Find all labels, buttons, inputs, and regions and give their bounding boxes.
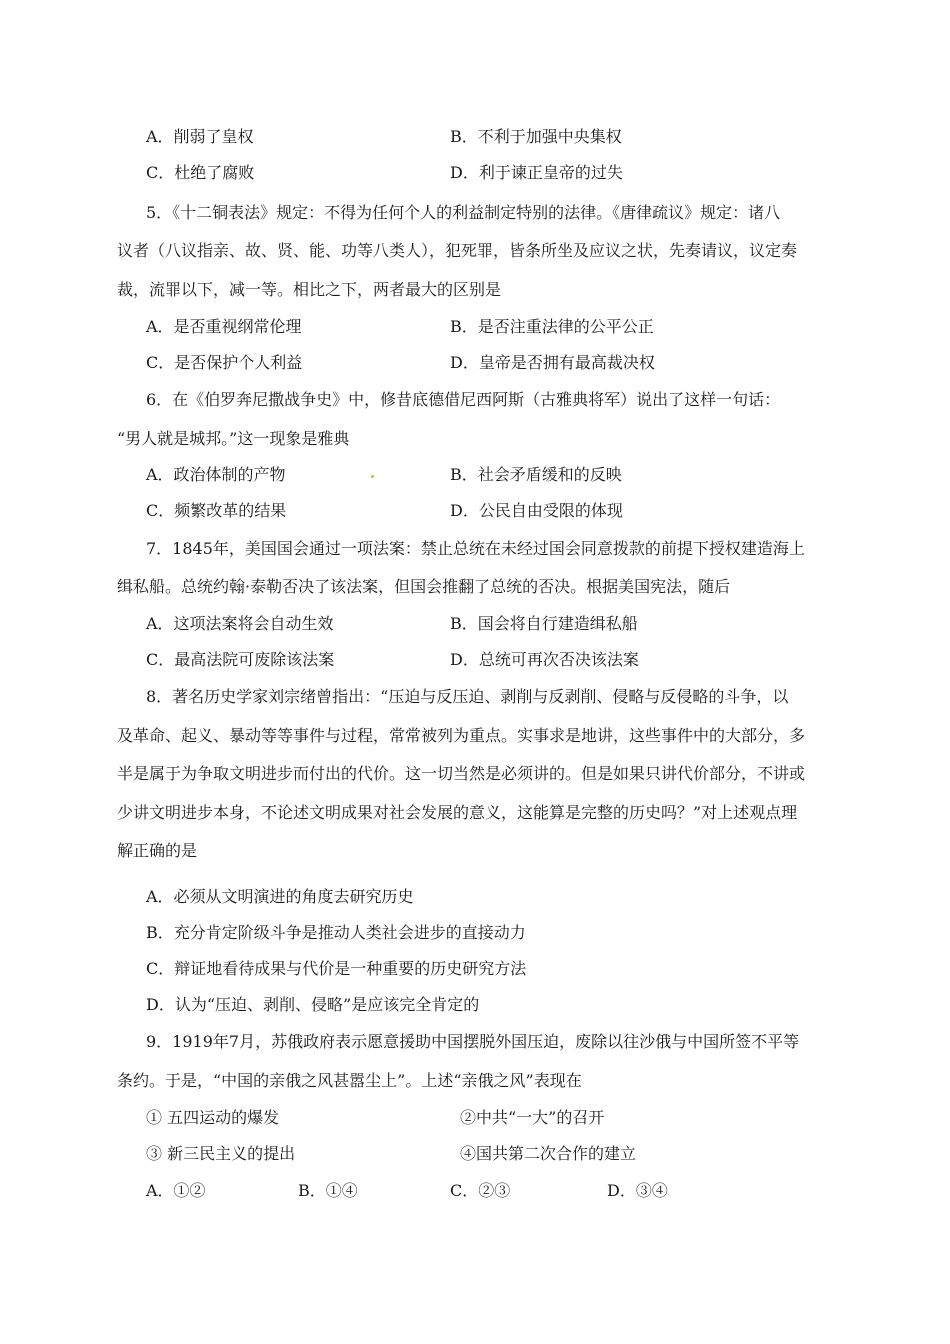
q7-stem-line-2: 缉私船。总统约翰·泰勒否决了该法案，但国会推翻了总统的否决。根据美国宪法，随后 <box>117 577 731 596</box>
q7-option-c: C．最高法院可废除该法案 <box>146 650 335 669</box>
q9-stem-line-1: 9．1919年7月，苏俄政府表示愿意援助中国摆脱外国压迫，废除以往沙俄与中国所签不平等 <box>146 1032 800 1051</box>
q4-option-a: A．削弱了皇权 <box>146 127 254 146</box>
q5-option-c: C．是否保护个人利益 <box>146 353 303 372</box>
q7-option-b: B．国会将自行建造缉私船 <box>450 614 638 633</box>
q9-stem-line-2: 条约。于是，“中国的亲俄之风甚嚣尘上”。上述“亲俄之风”表现在 <box>117 1071 582 1090</box>
q8-stem-line-1: 8．著名历史学家刘宗绪曾指出：“压迫与反压迫、剥削与反剥削、侵略与反侵略的斗争，以 <box>146 687 789 706</box>
q9-item-3: ③ 新三民主义的提出 <box>146 1144 296 1163</box>
q8-option-c: C．辩证地看待成果与代价是一种重要的历史研究方法 <box>146 959 527 978</box>
q5-stem-line-1: 5．《十二铜表法》规定：不得为任何个人的利益制定特别的法律。《唐律疏议》规定：诸八 <box>146 203 781 222</box>
q7-option-a: A．这项法案将会自动生效 <box>146 614 334 633</box>
q5-stem-line-2: 议者（八议指亲、故、贤、能、功等八类人），犯死罪，皆条所坐及应议之状，先奏请议，议定奏 <box>117 241 798 260</box>
q9-option-a: A．①② <box>146 1181 206 1200</box>
q6-option-c: C．频繁改革的结果 <box>146 501 287 520</box>
q4-option-c: C．杜绝了腐败 <box>146 163 255 182</box>
q6-stem-line-1: 6．在《伯罗奔尼撒战争史》中，修昔底德借尼西阿斯（古雅典将军）说出了这样一句话： <box>146 390 781 409</box>
q8-option-a: A．必须从文明演进的角度去研究历史 <box>146 887 414 906</box>
q8-option-d: D．认为“压迫、剥削、侵略”是应该完全肯定的 <box>146 995 480 1014</box>
q8-stem-line-2: 及革命、起义、暴动等等事件与过程，常常被列为重点。实事求是地讲，这些事件中的大部分，多 <box>117 726 806 745</box>
q4-option-b: B．不利于加强中央集权 <box>450 127 622 146</box>
q9-item-1: ① 五四运动的爆发 <box>146 1108 280 1127</box>
q4-option-d: D．利于谏正皇帝的过失 <box>450 163 623 182</box>
q5-option-d: D．皇帝是否拥有最高裁决权 <box>450 353 655 372</box>
q9-item-4: ④国共第二次合作的建立 <box>460 1144 637 1163</box>
stray-dot <box>371 475 374 478</box>
q6-option-b: B．社会矛盾缓和的反映 <box>450 465 622 484</box>
q7-option-d: D．总统可再次否决该法案 <box>450 650 639 669</box>
q5-option-b: B．是否注重法律的公平公正 <box>450 317 654 336</box>
q5-option-a: A．是否重视纲常伦理 <box>146 317 302 336</box>
q8-option-b: B．充分肯定阶级斗争是推动人类社会进步的直接动力 <box>146 923 526 942</box>
q6-option-d: D．公民自由受限的体现 <box>450 501 623 520</box>
q6-stem-line-2: “男人就是城邦。”这一现象是雅典 <box>117 429 350 448</box>
q8-stem-line-5: 解正确的是 <box>117 841 198 860</box>
q8-stem-line-4: 少讲文明进步本身，不论述文明成果对社会发展的意义，这能算是完整的历史吗？”对上述观点理 <box>117 803 798 822</box>
q7-stem-line-1: 7．1845年，美国国会通过一项法案：禁止总统在未经过国会同意拨款的前提下授权建造海上 <box>146 539 805 558</box>
q5-stem-line-3: 裁，流罪以下，减一等。相比之下，两者最大的区别是 <box>117 280 502 299</box>
q6-option-a: A．政治体制的产物 <box>146 465 286 484</box>
q9-option-d: D．③④ <box>607 1181 668 1200</box>
q9-option-b: B．①④ <box>298 1181 358 1200</box>
q9-item-2: ②中共“一大”的召开 <box>460 1108 605 1127</box>
q8-stem-line-3: 半是属于为争取文明进步而付出的代价。这一切当然是必须讲的。但是如果只讲代价部分，不讲或 <box>117 764 806 783</box>
q9-option-c: C．②③ <box>450 1181 511 1200</box>
